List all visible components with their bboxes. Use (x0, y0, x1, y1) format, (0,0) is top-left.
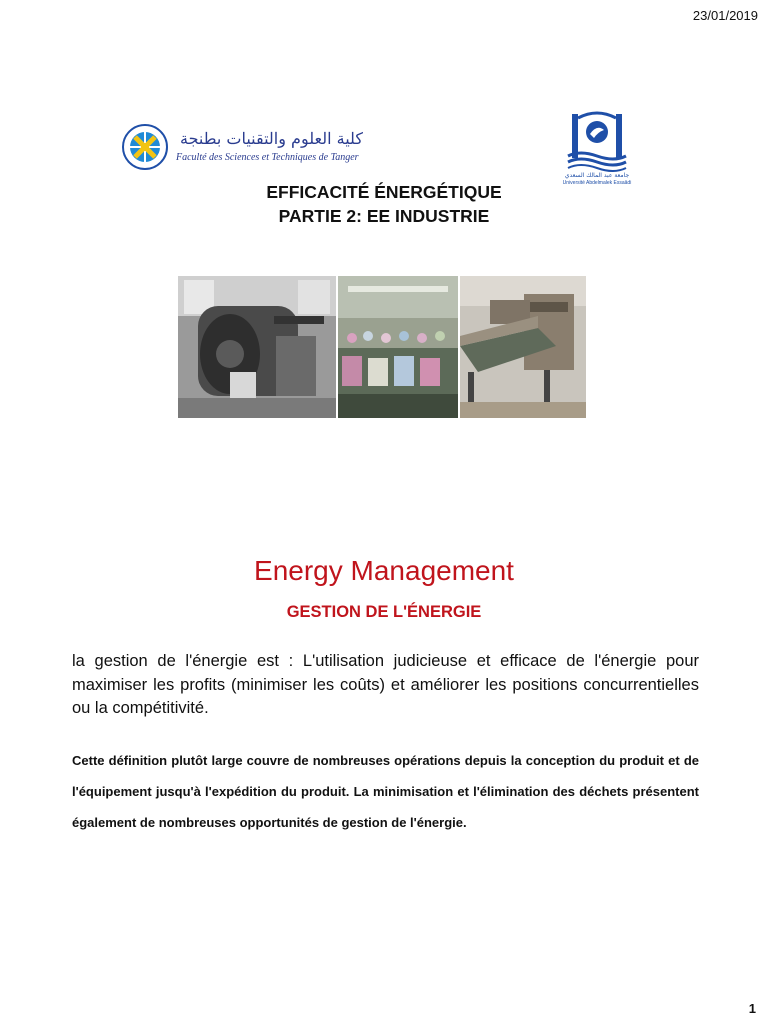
section-heading: Energy Management (254, 555, 514, 586)
page-number: 1 (748, 1001, 756, 1016)
title-line-1: EFFICACITÉ ÉNERGÉTIQUE (266, 182, 502, 202)
document-title (0, 180, 768, 228)
industry-photo-strip (178, 276, 586, 418)
fst-arabic-name: كلية العلوم والتقنيات بطنجة (180, 129, 363, 148)
fst-french-name: Faculté des Sciences et Techniques de Tanger (176, 152, 359, 163)
uae-emblem-icon (560, 110, 634, 172)
section-subheading: GESTION DE L'ÉNERGIE (286, 603, 482, 621)
uae-arabic-name: جامعة عبد المالك السعدي (564, 172, 630, 179)
slide-date: 23/01/2019 (692, 8, 758, 23)
fst-seal-icon (122, 124, 168, 170)
fst-tanger-logo (122, 124, 363, 176)
industrial-boiler-photo (178, 276, 336, 418)
uae-french-name: Université Abdelmalek Essaâdi (562, 180, 632, 186)
uae-university-logo (560, 110, 634, 190)
conveyor-oven-photo (460, 276, 586, 418)
title-line-2: PARTIE 2: EE INDUSTRIE (278, 206, 490, 226)
explanation-paragraph: Cette définition plutôt large couvre de nombreuses opérations depuis la conception du produit et de l'équipement jusqu'à l'expédition du produit. La minimisation et l'élimination des déchets présentent également de nombreuses opportunités de gestion de l'énergie. (72, 753, 699, 830)
factory-workers-photo (338, 276, 458, 418)
definition-paragraph: la gestion de l'énergie est : L'utilisation judicieuse et efficace de l'énergie pour maximiser les profits (minimiser les coûts) et améliorer les positions concurrentielles ou la compétitivité. (72, 652, 699, 717)
